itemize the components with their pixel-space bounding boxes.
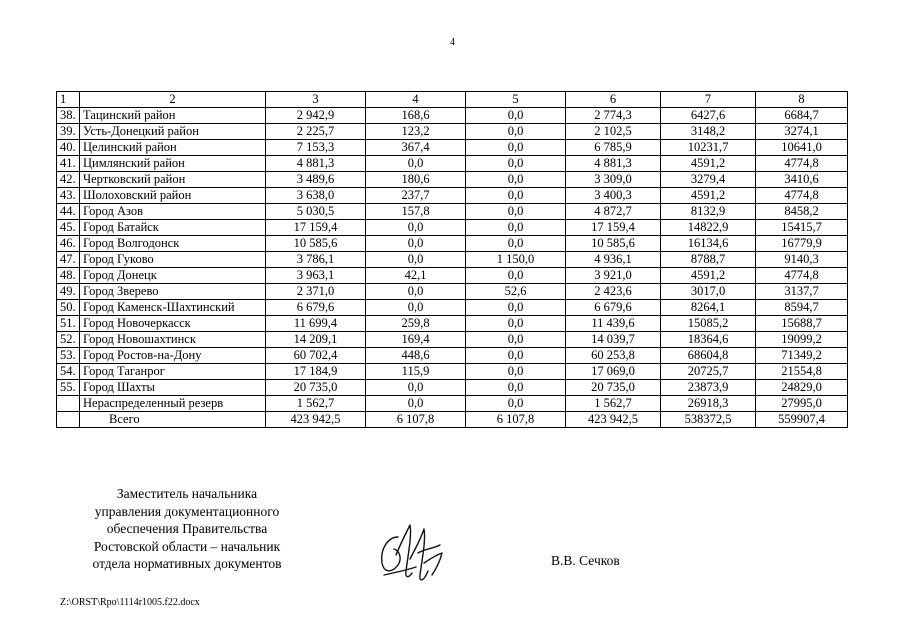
- row-number-cell: 39.: [57, 124, 80, 140]
- value-cell: 123,2: [366, 124, 466, 140]
- value-cell: 538372,5: [661, 412, 756, 428]
- value-cell: 0,0: [466, 220, 566, 236]
- value-cell: 3279,4: [661, 172, 756, 188]
- value-cell: 0,0: [366, 220, 466, 236]
- value-cell: 0,0: [366, 380, 466, 396]
- value-cell: 0,0: [466, 108, 566, 124]
- value-cell: 169,4: [366, 332, 466, 348]
- value-cell: 0,0: [466, 204, 566, 220]
- value-cell: 15415,7: [756, 220, 848, 236]
- value-cell: 15085,2: [661, 316, 756, 332]
- value-cell: 0,0: [466, 380, 566, 396]
- table-row: [57, 204, 848, 220]
- value-cell: 17 159,4: [566, 220, 661, 236]
- table-row: [57, 284, 848, 300]
- value-cell: 23873,9: [661, 380, 756, 396]
- value-cell: 180,6: [366, 172, 466, 188]
- value-cell: 168,6: [366, 108, 466, 124]
- row-name-cell: Город Батайск: [80, 220, 266, 236]
- value-cell: 2 225,7: [266, 124, 366, 140]
- row-name-cell: Город Волгодонск: [80, 236, 266, 252]
- header-cell: 1: [57, 92, 80, 108]
- value-cell: 3 400,3: [566, 188, 661, 204]
- value-cell: 6 679,6: [566, 300, 661, 316]
- value-cell: 4774,8: [756, 156, 848, 172]
- row-name-cell: Город Зверево: [80, 284, 266, 300]
- table-header-row: [57, 92, 848, 108]
- value-cell: 18364,6: [661, 332, 756, 348]
- row-name-cell: Тацинский район: [80, 108, 266, 124]
- value-cell: 3137,7: [756, 284, 848, 300]
- signatory-title-line: отдела нормативных документов: [92, 556, 282, 571]
- table-row: [57, 252, 848, 268]
- value-cell: 4774,8: [756, 188, 848, 204]
- value-cell: 16134,6: [661, 236, 756, 252]
- value-cell: 0,0: [466, 172, 566, 188]
- value-cell: 15688,7: [756, 316, 848, 332]
- reserve-row: [57, 396, 848, 412]
- row-name-cell: Город Шахты: [80, 380, 266, 396]
- value-cell: 2 102,5: [566, 124, 661, 140]
- value-cell: 3 309,0: [566, 172, 661, 188]
- row-name-cell: Город Донецк: [80, 268, 266, 284]
- total-row: [57, 412, 848, 428]
- value-cell: 20725,7: [661, 364, 756, 380]
- value-cell: 10641,0: [756, 140, 848, 156]
- value-cell: 0,0: [466, 268, 566, 284]
- value-cell: 4774,8: [756, 268, 848, 284]
- value-cell: 6427,6: [661, 108, 756, 124]
- row-number-cell: 40.: [57, 140, 80, 156]
- value-cell: 448,6: [366, 348, 466, 364]
- row-number-cell: 44.: [57, 204, 80, 220]
- value-cell: 259,8: [366, 316, 466, 332]
- table-row: [57, 188, 848, 204]
- row-name-cell: Усть-Донецкий район: [80, 124, 266, 140]
- signatory-title-line: управления документационного: [94, 503, 280, 519]
- value-cell: 1 562,7: [566, 396, 661, 412]
- page-number: 4: [450, 37, 455, 48]
- table-row: [57, 236, 848, 252]
- value-cell: 2 423,6: [566, 284, 661, 300]
- header-cell: 5: [466, 92, 566, 108]
- value-cell: 24829,0: [756, 380, 848, 396]
- value-cell: 559907,4: [756, 412, 848, 428]
- value-cell: 10 585,6: [266, 236, 366, 252]
- table-row: [57, 140, 848, 156]
- row-name-cell: Город Гуково: [80, 252, 266, 268]
- value-cell: 2 371,0: [266, 284, 366, 300]
- value-cell: 0,0: [466, 300, 566, 316]
- row-number-cell: 43.: [57, 188, 80, 204]
- row-number-cell: 45.: [57, 220, 80, 236]
- value-cell: 0,0: [466, 236, 566, 252]
- table-row: [57, 332, 848, 348]
- value-cell: 5 030,5: [266, 204, 366, 220]
- handwritten-signature: [370, 515, 450, 587]
- header-cell: 4: [366, 92, 466, 108]
- value-cell: 3148,2: [661, 124, 756, 140]
- value-cell: 4591,2: [661, 268, 756, 284]
- value-cell: 115,9: [366, 364, 466, 380]
- signatory-title-line: Заместитель начальника: [116, 486, 258, 501]
- header-cell: 2: [80, 92, 266, 108]
- table-row: [57, 364, 848, 380]
- value-cell: 20 735,0: [266, 380, 366, 396]
- value-cell: 3017,0: [661, 284, 756, 300]
- value-cell: 6 785,9: [566, 140, 661, 156]
- row-number-cell: 54.: [57, 364, 80, 380]
- value-cell: 17 184,9: [266, 364, 366, 380]
- value-cell: 0,0: [466, 156, 566, 172]
- row-number-cell: [57, 396, 80, 412]
- header-cell: 3: [266, 92, 366, 108]
- value-cell: 9140,3: [756, 252, 848, 268]
- signatory-name: В.В. Сечков: [551, 553, 620, 568]
- row-number-cell: 41.: [57, 156, 80, 172]
- value-cell: 21554,8: [756, 364, 848, 380]
- table-row: [57, 156, 848, 172]
- value-cell: 6684,7: [756, 108, 848, 124]
- value-cell: 237,7: [366, 188, 466, 204]
- row-name-cell: Город Новошахтинск: [80, 332, 266, 348]
- value-cell: 3 921,0: [566, 268, 661, 284]
- row-number-cell: 48.: [57, 268, 80, 284]
- value-cell: 4 872,7: [566, 204, 661, 220]
- value-cell: 16779,9: [756, 236, 848, 252]
- value-cell: 3 786,1: [266, 252, 366, 268]
- allocation-table: [56, 91, 848, 428]
- value-cell: 60 253,8: [566, 348, 661, 364]
- value-cell: 10231,7: [661, 140, 756, 156]
- row-name-cell: Цимлянский район: [80, 156, 266, 172]
- value-cell: 0,0: [466, 188, 566, 204]
- value-cell: 71349,2: [756, 348, 848, 364]
- table-row: [57, 172, 848, 188]
- value-cell: 14 039,7: [566, 332, 661, 348]
- row-number-cell: 46.: [57, 236, 80, 252]
- value-cell: 52,6: [466, 284, 566, 300]
- row-name-cell: Чертковский район: [80, 172, 266, 188]
- value-cell: 0,0: [466, 332, 566, 348]
- value-cell: 19099,2: [756, 332, 848, 348]
- row-name-cell: Нераспределенный резерв: [80, 396, 266, 412]
- value-cell: 0,0: [466, 364, 566, 380]
- value-cell: 0,0: [366, 236, 466, 252]
- value-cell: 0,0: [366, 396, 466, 412]
- table-row: [57, 108, 848, 124]
- value-cell: 7 153,3: [266, 140, 366, 156]
- value-cell: 26918,3: [661, 396, 756, 412]
- signatory-title-line: Ростовской области – начальник: [93, 538, 281, 554]
- row-number-cell: 50.: [57, 300, 80, 316]
- value-cell: 8458,2: [756, 204, 848, 220]
- value-cell: 0,0: [466, 348, 566, 364]
- value-cell: 0,0: [366, 284, 466, 300]
- value-cell: 1 150,0: [466, 252, 566, 268]
- row-name-cell: Город Таганрог: [80, 364, 266, 380]
- signatory-title-line: обеспечения Правительства: [106, 521, 268, 536]
- value-cell: 8788,7: [661, 252, 756, 268]
- value-cell: 10 585,6: [566, 236, 661, 252]
- value-cell: 8264,1: [661, 300, 756, 316]
- value-cell: 17 159,4: [266, 220, 366, 236]
- value-cell: 4 881,3: [266, 156, 366, 172]
- row-name-cell: Целинский район: [80, 140, 266, 156]
- value-cell: 0,0: [466, 316, 566, 332]
- header-cell: 7: [661, 92, 756, 108]
- value-cell: 0,0: [466, 396, 566, 412]
- file-path: Z:\ORST\Rpo\1114r1005.f22.docx: [60, 597, 200, 608]
- value-cell: 1 562,7: [266, 396, 366, 412]
- value-cell: 157,8: [366, 204, 466, 220]
- header-cell: 6: [566, 92, 661, 108]
- row-name-cell: Город Ростов-на-Дону: [80, 348, 266, 364]
- value-cell: 6 107,8: [366, 412, 466, 428]
- value-cell: 4591,2: [661, 156, 756, 172]
- value-cell: 3 638,0: [266, 188, 366, 204]
- value-cell: 14 209,1: [266, 332, 366, 348]
- value-cell: 0,0: [466, 140, 566, 156]
- value-cell: 6 107,8: [466, 412, 566, 428]
- table-row: [57, 220, 848, 236]
- value-cell: 4 881,3: [566, 156, 661, 172]
- row-number-cell: 52.: [57, 332, 80, 348]
- table-row: [57, 300, 848, 316]
- row-name-cell: Город Каменск-Шахтинский: [80, 300, 266, 316]
- value-cell: 2 774,3: [566, 108, 661, 124]
- value-cell: 14822,9: [661, 220, 756, 236]
- table-row: [57, 268, 848, 284]
- signatory-title: [58, 485, 316, 573]
- value-cell: 4591,2: [661, 188, 756, 204]
- row-number-cell: 47.: [57, 252, 80, 268]
- value-cell: 6 679,6: [266, 300, 366, 316]
- row-name-cell: Шолоховский район: [80, 188, 266, 204]
- value-cell: 68604,8: [661, 348, 756, 364]
- table-row: [57, 316, 848, 332]
- value-cell: 27995,0: [756, 396, 848, 412]
- row-number-cell: 55.: [57, 380, 80, 396]
- value-cell: 3 963,1: [266, 268, 366, 284]
- row-name-cell: Город Азов: [80, 204, 266, 220]
- value-cell: 3 489,6: [266, 172, 366, 188]
- row-name-cell: Всего: [80, 412, 266, 428]
- value-cell: 0,0: [366, 252, 466, 268]
- table-row: [57, 124, 848, 140]
- row-number-cell: 49.: [57, 284, 80, 300]
- value-cell: 11 699,4: [266, 316, 366, 332]
- value-cell: 4 936,1: [566, 252, 661, 268]
- value-cell: 423 942,5: [566, 412, 661, 428]
- value-cell: 17 069,0: [566, 364, 661, 380]
- row-number-cell: [57, 412, 80, 428]
- value-cell: 3274,1: [756, 124, 848, 140]
- value-cell: 8594,7: [756, 300, 848, 316]
- value-cell: 0,0: [466, 124, 566, 140]
- row-number-cell: 42.: [57, 172, 80, 188]
- value-cell: 8132,9: [661, 204, 756, 220]
- value-cell: 2 942,9: [266, 108, 366, 124]
- header-cell: 8: [756, 92, 848, 108]
- value-cell: 0,0: [366, 156, 466, 172]
- value-cell: 11 439,6: [566, 316, 661, 332]
- row-number-cell: 53.: [57, 348, 80, 364]
- value-cell: 20 735,0: [566, 380, 661, 396]
- value-cell: 60 702,4: [266, 348, 366, 364]
- value-cell: 3410,6: [756, 172, 848, 188]
- table-row: [57, 380, 848, 396]
- row-number-cell: 51.: [57, 316, 80, 332]
- value-cell: 423 942,5: [266, 412, 366, 428]
- row-name-cell: Город Новочеркасск: [80, 316, 266, 332]
- row-number-cell: 38.: [57, 108, 80, 124]
- value-cell: 42,1: [366, 268, 466, 284]
- table-row: [57, 348, 848, 364]
- value-cell: 367,4: [366, 140, 466, 156]
- value-cell: 0,0: [366, 300, 466, 316]
